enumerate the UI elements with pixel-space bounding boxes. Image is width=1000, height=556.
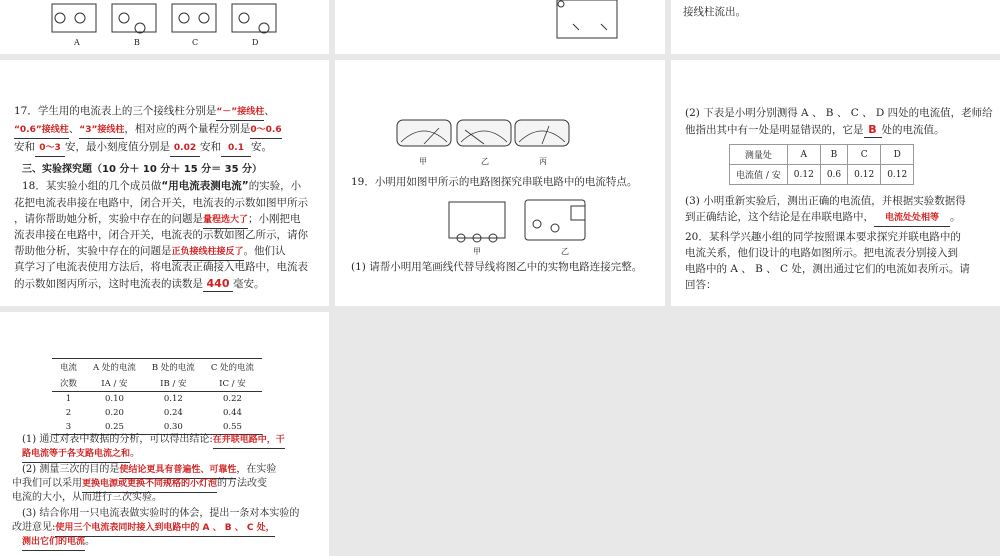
q20-q2-line3: 电流的大小，从而进行三次实验。 — [12, 492, 162, 503]
table-header-cell: C — [848, 145, 881, 165]
q19-part3-line2-b: 。 — [950, 211, 961, 223]
q17-line1: 17．学生用的电流表上的三个接线柱分别是“－”接线柱、 — [14, 104, 324, 121]
q17-text-mid: ，相对应的两个量程分别是 — [124, 123, 251, 135]
q19-part2-line2 — [685, 122, 997, 138]
table-header-row — [730, 145, 914, 165]
q18-line2: 花把电流表串接在电路中，闭合开关，电流表的示数如图甲所示 — [14, 197, 308, 209]
q19-part2-answer: B — [864, 122, 882, 138]
section3-title: 三、实验探究题（10 分＋ 10 分＋ 15 分＝ 35 分） — [22, 164, 263, 175]
table-cell: 3 — [52, 420, 85, 435]
q17-answer-6: 0.02 — [170, 141, 200, 157]
q20-q3-b: 改进意见: — [12, 522, 56, 533]
q20-line3: 电路中的 A 、 B 、 C 处，测出通过它们的电流如表所示。请 — [685, 263, 970, 275]
q20-q3-end: 。 — [85, 536, 96, 547]
q18-line4: 流表串接在电路中，闭合开关，电流表的示数如图乙所示，请你 — [14, 229, 308, 241]
q17-answer-5: 0～3 — [35, 141, 65, 157]
diagram-label-d: D — [252, 38, 259, 47]
q17-text-a: 安和 — [14, 141, 35, 153]
table-cell: 2 — [65, 408, 72, 418]
q20-q3-answer-2: 测出它们的电流 — [22, 535, 85, 551]
q20-q3-line3 — [22, 534, 327, 551]
q20-q2-answer-1: 使结论更具有普遍性、可靠性 — [119, 463, 236, 479]
q20-q3-line1: (3) 结合你用一只电流表做实验时的体会，提出一条对本实验的 — [22, 508, 300, 519]
q18-line3-b: ；小刚把电 — [248, 213, 301, 225]
panel-q20-table — [0, 312, 329, 556]
q20-q1-answer-2: 路电流等于各支路电流之和 — [22, 447, 130, 463]
top-right-line2: 接线柱流出。 — [683, 6, 746, 18]
q18-line5-a: 帮助他分析，实验中存在的问题是 — [14, 245, 172, 257]
q18-line7-b: 毫安。 — [233, 278, 265, 290]
table-cell: 1 — [65, 394, 72, 404]
q17-answer-7: 0.1 — [221, 141, 251, 157]
table-cell: 0.44 — [222, 408, 242, 418]
q17-answer-1: “－”接线柱 — [216, 105, 264, 121]
q20-q2-b: ，在实验 — [236, 464, 277, 475]
q17-answer-4: 0～0.6 — [250, 123, 281, 139]
table-row — [730, 165, 914, 185]
meter-label-bing: 丙 — [539, 157, 547, 166]
q17-text-before: 17．学生用的电流表上的三个接线柱分别是 — [14, 105, 217, 117]
q19-part3-line1: (3) 小明重新实验后，测出正确的电流值，并根据实验数据得 — [685, 195, 966, 207]
q17-line3 — [14, 140, 324, 157]
table-header-cell: IC / 安 — [203, 375, 262, 392]
panel-top-middle — [335, 0, 665, 54]
q20-line1: 20．某科学兴趣小组的同学按照课本要求探究并联电路中的 — [685, 231, 961, 243]
table-cell: 0.12 — [163, 394, 183, 404]
table-header-cell: B 处的电流 — [144, 359, 203, 376]
panel-top-right — [671, 0, 1000, 54]
q17-answer-3: “3”接线柱 — [79, 123, 124, 139]
q19-part1: (1) 请帮小明用笔画线代替导线将图乙中的实物电路连接完整。 — [351, 261, 643, 273]
table-cell: 0.12 — [848, 165, 881, 185]
q17-text-d: 安。 — [251, 141, 272, 153]
q20-line2: 电流关系，他们设计的电路如图所示。把电流表分别接入到 — [685, 247, 958, 259]
table-header-row — [52, 359, 262, 376]
table-cell: 0.55 — [203, 420, 262, 435]
q18-line3 — [14, 212, 326, 229]
table-cell: 0.6 — [820, 165, 847, 185]
panel-q17-q18 — [0, 60, 329, 306]
panel-top-left — [0, 0, 329, 54]
q18-line5 — [14, 244, 326, 261]
table-header-cell: B — [820, 145, 847, 165]
table-row — [52, 406, 262, 420]
figure-label-jia: 甲 — [473, 247, 481, 256]
q19-part3-answer: 电流处处相等 — [874, 211, 950, 227]
table-cell: 0.30 — [144, 420, 203, 435]
q20-q1-line2 — [22, 446, 327, 463]
q20-data-table — [52, 358, 262, 435]
q18-answer-1: 量程选大了 — [203, 213, 248, 229]
circuit-diagrams-abcd — [0, 0, 329, 54]
table-header-cell: IB / 安 — [144, 375, 203, 392]
table-cell: 0.10 — [104, 394, 124, 404]
q18-line7 — [14, 276, 326, 292]
table-header-cell: IA / 安 — [85, 375, 144, 392]
q19-part2-line2-b: 处的电流值。 — [881, 124, 945, 136]
q20-q1-end: 。 — [130, 448, 141, 459]
q20-q2-d: 的方法改变 — [217, 478, 268, 489]
diagram-label-a: A — [74, 38, 80, 47]
q17-line2: “0.6”接线柱、“3”接线柱，相对应的两个量程分别是0～0.6 — [14, 122, 324, 139]
table-cell: 0.12 — [881, 165, 914, 185]
q20-q2-a: (2) 测量三次的目的是 — [22, 464, 120, 475]
q20-q1-answer-1: 在并联电路中，干 — [213, 433, 285, 449]
table-row-label: 电流值 / 安 — [730, 165, 788, 185]
q17-text-b: 安，最小刻度值分别是 — [65, 141, 170, 153]
q18-quote: “用电流表测电流” — [161, 180, 249, 192]
q19-part2-line1: (2) 下表是小明分别测得 A 、 B 、 C 、 D 四处的电流值，老师给 — [685, 107, 993, 119]
q18-line5-b: 。他们认 — [243, 245, 286, 257]
circuit-figures — [335, 194, 665, 254]
table-header-row — [52, 375, 262, 392]
table-header-cell: A 处的电流 — [85, 359, 144, 376]
table-header-cell: 测量处 — [730, 145, 788, 165]
q19-title: 19．小明用如图甲所示的电路图探究串联电路中的电流特点。 — [351, 176, 638, 188]
q20-q1-a: (1) 通过对表中数据的分析，可以得出结论: — [22, 434, 213, 445]
q18-line1-a: 18．某实验小组的几个成员做 — [22, 180, 162, 192]
q18-answer-3: 440 — [203, 276, 233, 292]
diagram-label-b: B — [134, 38, 140, 47]
figure-label-yi: 乙 — [561, 247, 569, 256]
q18-line3-a: ，请你帮助她分析，实验中存在的问题是 — [14, 213, 203, 225]
q19-part2-line2-a: 他指出其中有一处是明显错误的，它是 — [685, 124, 864, 136]
q18-line1 — [22, 179, 326, 194]
table-header-cell: C 处的电流 — [203, 359, 262, 376]
table-header-cell: 次数 — [52, 375, 85, 392]
diagram-label-c: C — [192, 38, 199, 47]
q18-answer-2: 正负接线柱接反了 — [172, 245, 244, 261]
table-row — [52, 392, 262, 407]
table-cell: 0.24 — [163, 408, 183, 418]
q20-line4: 回答： — [685, 279, 717, 291]
q17-text-c: 安和 — [200, 141, 221, 153]
meter-label-jia: 甲 — [419, 157, 427, 166]
table-header-cell: D — [881, 145, 914, 165]
table-cell: 0.12 — [787, 165, 820, 185]
table-cell: 0.25 — [85, 420, 144, 435]
table-cell: 0.22 — [222, 394, 242, 404]
q20-q2-c: 中我们可以采用 — [12, 478, 82, 489]
q18-line1-b: 的实验，小 — [248, 180, 302, 192]
q19-data-table — [729, 144, 914, 185]
table-header-cell: 电流 — [52, 359, 85, 376]
circuit-diagram-top — [335, 0, 665, 54]
panel-q19 — [335, 60, 665, 306]
q19-part3-line2-a: 到正确结论，这个结论是在串联电路中， — [685, 211, 874, 223]
q18-line7-a: 的示数如图丙所示，这时电流表的读数是 — [14, 278, 203, 290]
q18-line6: 真学习了电流表使用方法后，将电流表正确接入电路中，电流表 — [14, 261, 308, 273]
panel-q19b-q20 — [671, 60, 1000, 306]
q17-answer-2: “0.6”接线柱 — [14, 123, 69, 139]
meter-label-yi: 乙 — [481, 157, 489, 166]
q19-part3-line2 — [685, 210, 997, 227]
q20-q3-answer-1: 使用三个电流表同时接入到电路中的 A 、 B 、 C 处， — [55, 521, 274, 537]
table-header-cell: A — [787, 145, 820, 165]
q20-q2-answer-2: 更换电源或更换不同规格的小灯泡 — [82, 477, 217, 493]
ammeter-dials — [335, 118, 665, 168]
table-cell: 0.20 — [104, 408, 124, 418]
